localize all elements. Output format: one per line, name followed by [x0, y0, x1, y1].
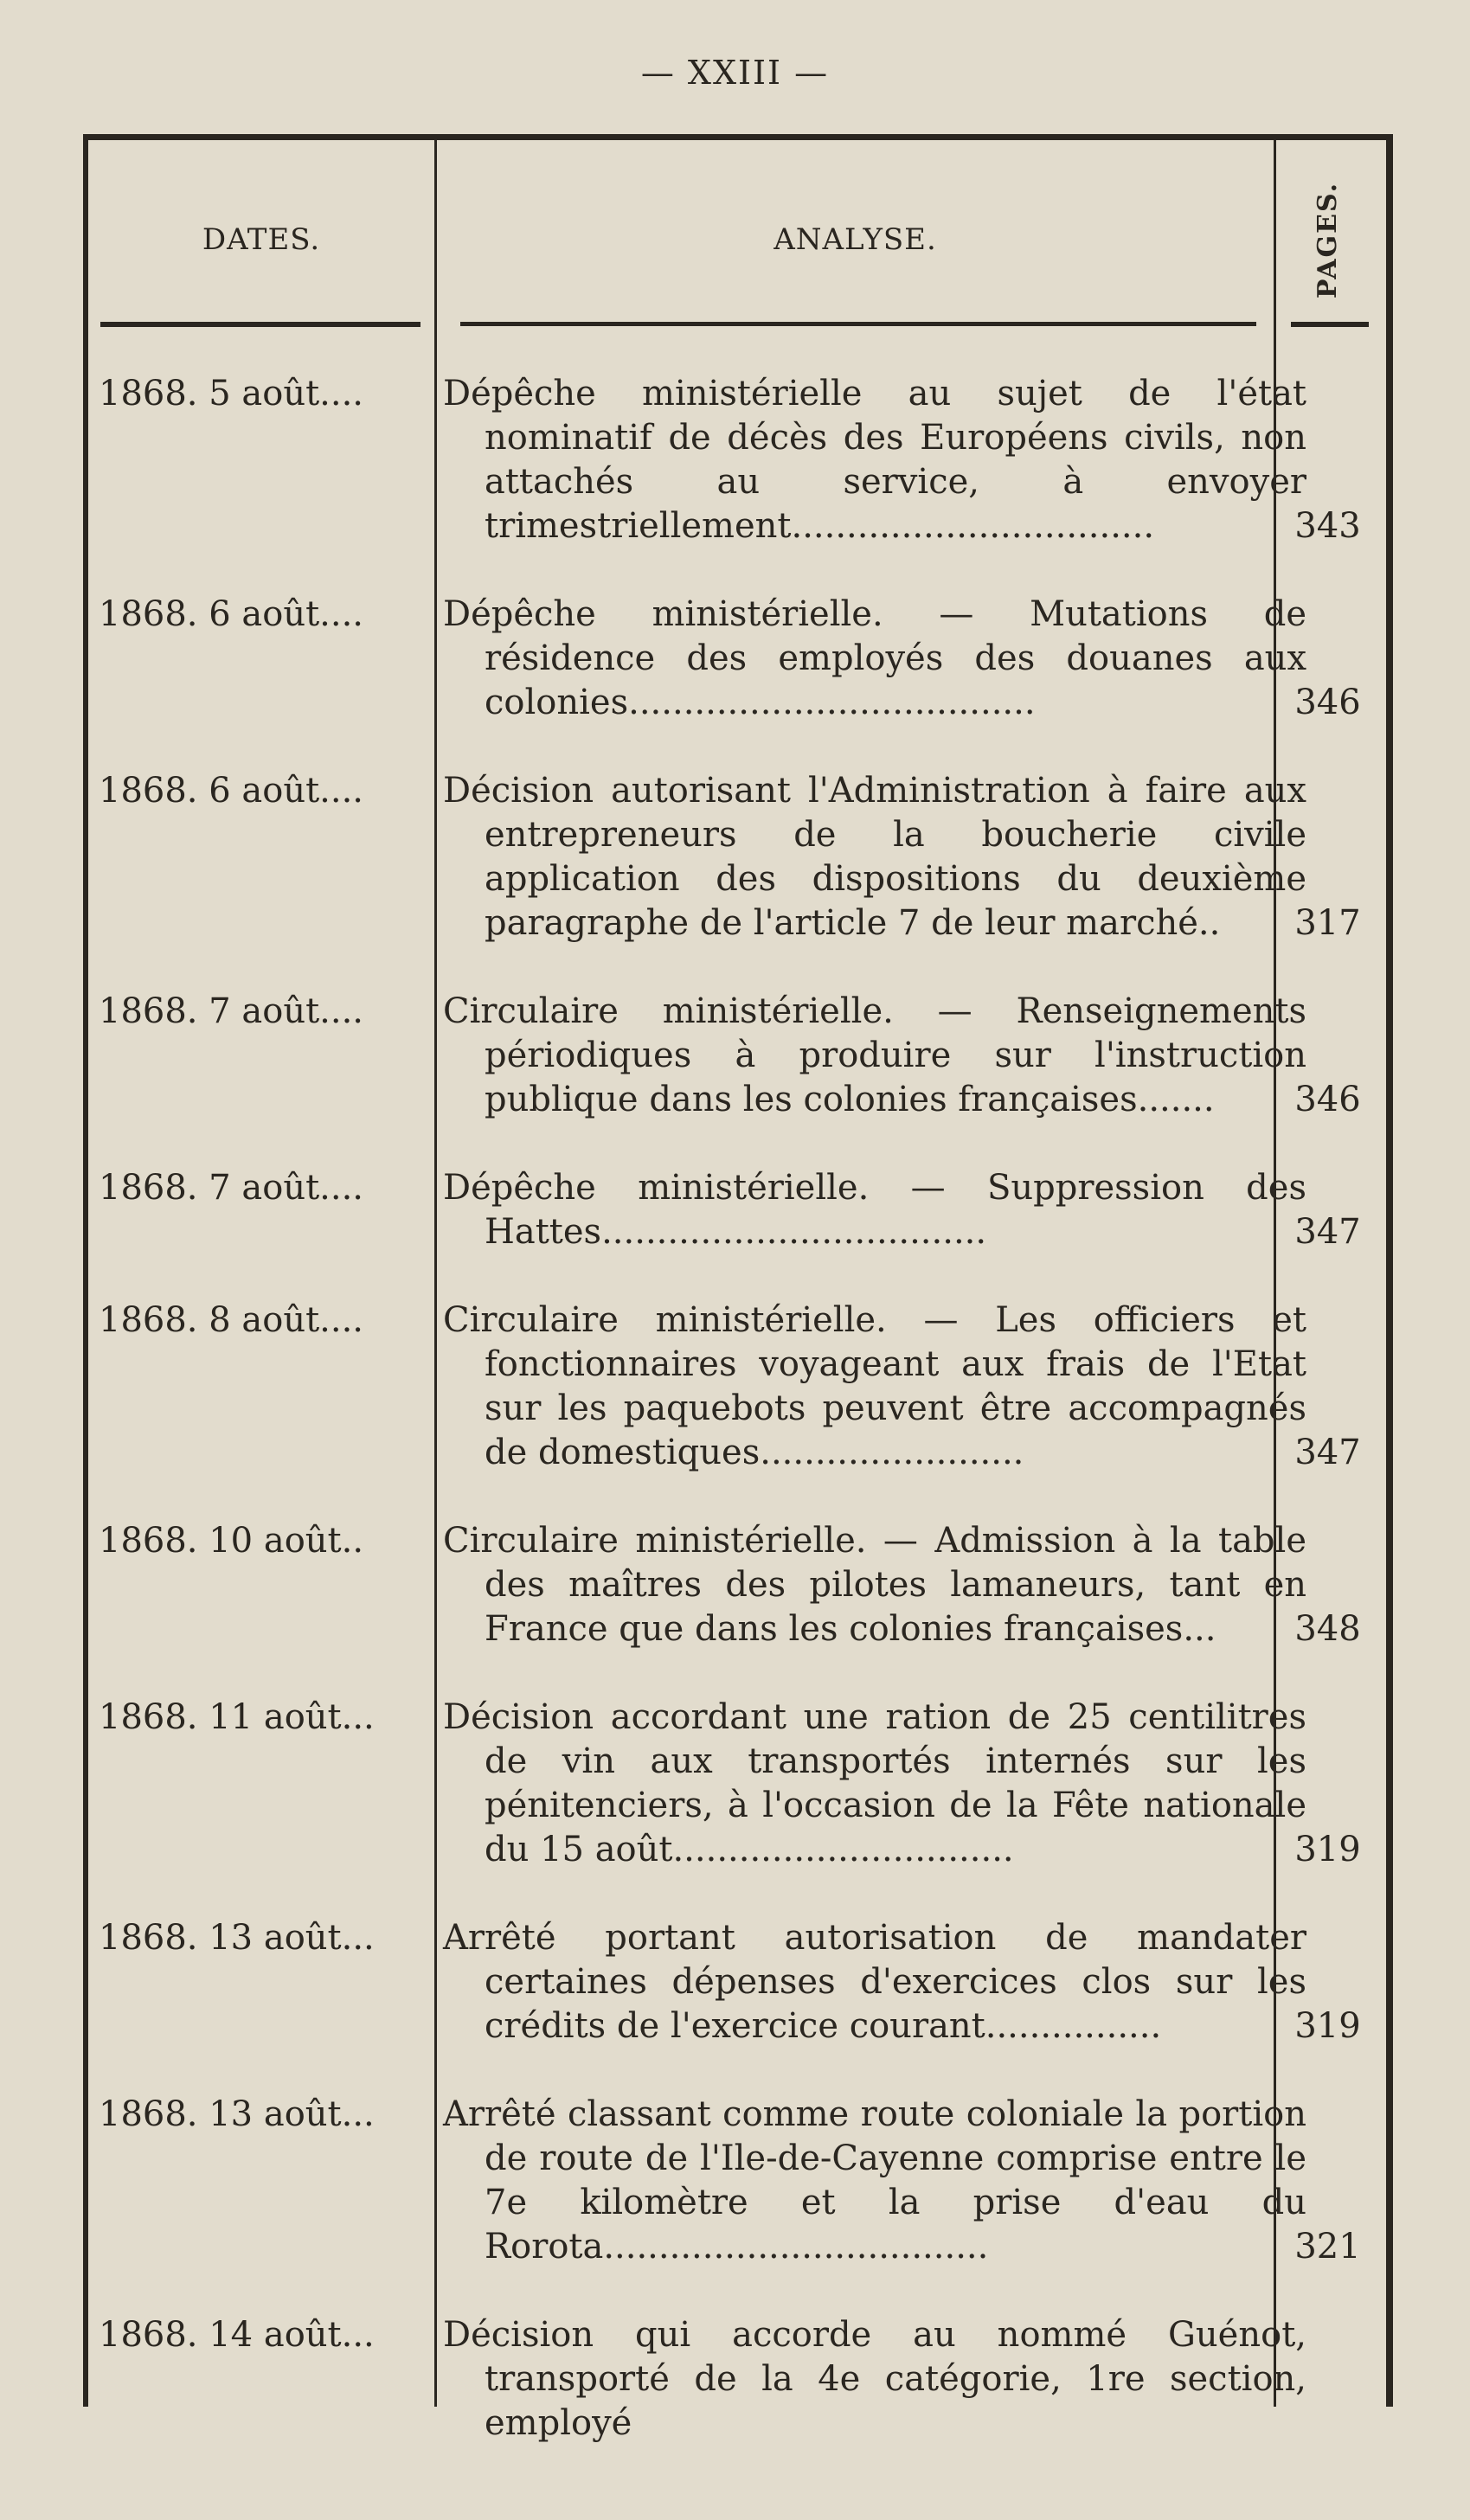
entry-analysis: Dépêche ministérielle. — Suppression des Hattes................................... [443, 1168, 1306, 1252]
entry-page: 346 [1294, 683, 1361, 722]
entry-date: 1868. 7 août.... [99, 991, 364, 1031]
entry-date: 1868. 13 août... [99, 1918, 375, 1958]
entry-page: 347 [1294, 1433, 1361, 1472]
entry-date: 1868. 5 août.... [99, 374, 364, 414]
entry-date: 1868. 6 août.... [99, 771, 364, 811]
entry-analysis: Circulaire ministérielle. — Admission à la table des maîtres des pilotes lamaneurs, tant en France que dans les colonies françaises... [443, 1521, 1306, 1649]
entry-analysis: Circulaire ministérielle. — Renseignements périodiques à produire sur l'instruction publique dans les colonies françaises....... [443, 991, 1306, 1119]
entry-page: 319 [1294, 1830, 1361, 1869]
entry-page: 321 [1294, 2227, 1361, 2267]
entry-page: 346 [1294, 1080, 1361, 1119]
entry-date: 1868. 8 août.... [99, 1300, 364, 1340]
entry-date: 1868. 14 août... [99, 2315, 375, 2355]
entry-page: 319 [1294, 2006, 1361, 2046]
entry-analysis: Arrêté portant autorisation de mandater certaines dépenses d'exercices clos sur les crédits de l'exercice courant................ [443, 1918, 1306, 2046]
header-rule-analysis [460, 322, 1256, 326]
entry-analysis: Circulaire ministérielle. — Les officiers et fonctionnaires voyageant aux frais de l'Etat sur les paquebots peuvent être accompagnés de domestiques........................ [443, 1300, 1306, 1472]
entry-analysis: Dépêche ministérielle. — Mutations de résidence des employés des douanes aux colonies..................................... [443, 594, 1306, 722]
entry-page: 343 [1294, 506, 1361, 546]
page-header: — XXIII — [640, 54, 830, 92]
entry-page: 347 [1294, 1212, 1361, 1252]
entry-page: 317 [1294, 903, 1361, 943]
entry-analysis: Dépêche ministérielle au sujet de l'état nominatif de décès des Européens civils, non attachés au service, à envoyer trimestriellement................................. [443, 374, 1306, 546]
header-rule-dates [100, 322, 420, 327]
column-header-analysis: ANALYSE. [774, 222, 937, 257]
index-table [83, 134, 1393, 2443]
column-divider-dates [434, 140, 437, 2407]
entry-date: 1868. 10 août.. [99, 1521, 364, 1561]
column-header-pages: PAGES. [1313, 181, 1343, 298]
entry-page: 348 [1294, 1609, 1361, 1649]
column-header-dates: DATES. [202, 222, 321, 257]
column-header-pages-wrap [1276, 175, 1379, 305]
entry-analysis: Décision accordant une ration de 25 centilitres de vin aux transportés internés sur les pénitenciers, à l'occasion de la Fête nationale du 15 août............................... [443, 1697, 1306, 1869]
entry-date: 1868. 6 août.... [99, 594, 364, 634]
entry-date: 1868. 13 août... [99, 2094, 375, 2134]
entry-analysis: Décision autorisant l'Administration à faire aux entrepreneurs de la boucherie civile application des dispositions du deuxième paragraphe de l'article 7 de leur marché.. [443, 771, 1306, 943]
entry-analysis: Décision qui accorde au nommé Guénot, transporté de la 4e catégorie, 1re section, employé [443, 2315, 1306, 2443]
header-rule-pages [1291, 322, 1369, 327]
entry-date: 1868. 11 août... [99, 1697, 375, 1737]
entry-analysis: Arrêté classant comme route coloniale la portion de route de l'Ile-de-Cayenne comprise entre le 7e kilomètre et la prise d'eau du Rorota................................... [443, 2094, 1306, 2267]
entry-date: 1868. 7 août.... [99, 1168, 364, 1208]
